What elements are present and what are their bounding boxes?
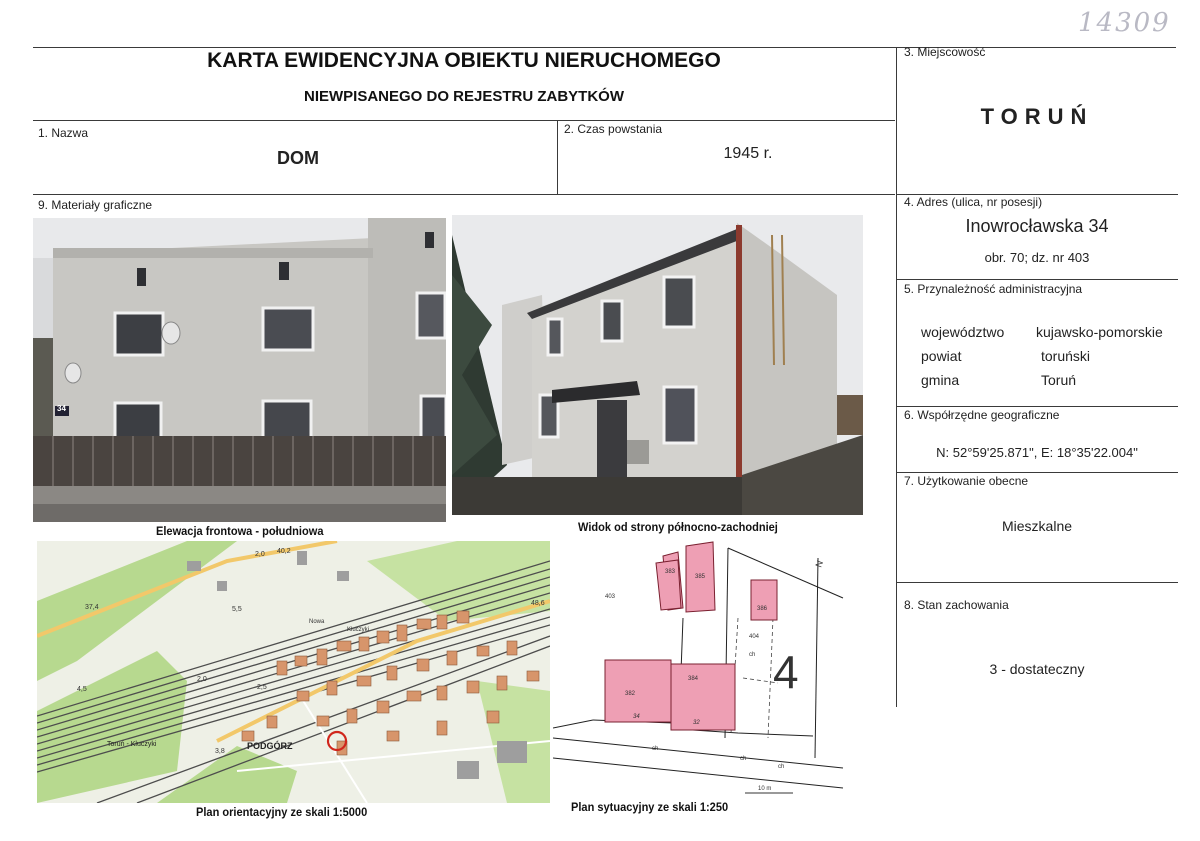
map1-district-label: PODGÓRZ xyxy=(247,741,293,751)
site-parcel-label: 386 xyxy=(757,606,768,612)
coords-label: 6. Współrzędne geograficzne xyxy=(904,408,1060,422)
admin-value-commune: Toruń xyxy=(1041,372,1077,388)
map1-height-label: 2,0 xyxy=(197,676,207,683)
condition-label: 8. Stan zachowania xyxy=(904,598,1009,612)
orientation-map xyxy=(37,541,550,803)
site-mark-label: ch xyxy=(749,652,756,658)
divider-coords-bottom xyxy=(897,472,1178,473)
name-value: DOM xyxy=(277,148,319,168)
site-mark-label: ch xyxy=(652,746,659,752)
divider-usage-bottom xyxy=(897,582,1178,583)
site-north-mark: N xyxy=(813,559,826,569)
site-mark-label: ch xyxy=(778,764,785,770)
site-parcel-label: 383 xyxy=(665,569,676,575)
graphics-label: 9. Materiały graficzne xyxy=(38,198,153,212)
caption-map1: Plan orientacyjny ze skali 1:5000 xyxy=(196,805,368,819)
locality-label: 3. Miejscowość xyxy=(904,45,986,59)
address-street: Inowrocławska 34 xyxy=(965,216,1109,236)
address-label: 4. Adres (ulica, nr posesji) xyxy=(904,195,1043,209)
site-parcel-label: 385 xyxy=(695,574,706,580)
document-subtitle: NIEWPISANEGO DO REJESTRU ZABYTKÓW xyxy=(303,88,625,105)
divider-name-bottom xyxy=(33,194,895,195)
divider-title-bottom xyxy=(33,120,895,121)
admin-key-voivodeship: województwo xyxy=(921,324,1005,340)
divider-address-bottom xyxy=(897,279,1178,280)
site-mark-label: ch xyxy=(740,756,747,762)
map1-height-label: 40,2 xyxy=(277,548,291,555)
locality-value: TORUŃ xyxy=(980,104,1094,129)
document-title: KARTA EWIDENCYJNA OBIEKTU NIERUCHOMEGO xyxy=(207,49,721,72)
map1-street-label: Kluczyki xyxy=(347,627,370,633)
map1-height-label: 3,8 xyxy=(215,748,225,755)
site-building-label: 34 xyxy=(633,714,640,720)
site-parcel-label: 382 xyxy=(625,691,636,697)
map1-height-label: 2,5 xyxy=(257,684,267,691)
coords-value: N: 52°59'25.871", E: 18°35'22.004" xyxy=(936,445,1138,460)
name-label: 1. Nazwa xyxy=(38,126,89,140)
map1-height-label: 37,4 xyxy=(85,604,99,611)
map1-station-label: Toruń - Kluczyki xyxy=(107,741,157,748)
map1-height-label: 48,6 xyxy=(531,600,545,607)
caption-photo1: Elewacja frontowa - południowa xyxy=(156,524,324,538)
site-plan xyxy=(553,538,848,803)
site-scale-label: 10 m xyxy=(758,786,772,792)
site-area-number: 4 xyxy=(773,646,799,698)
address-parcel: obr. 70; dz. nr 403 xyxy=(984,250,1090,265)
admin-key-county: powiat xyxy=(921,348,962,364)
admin-label: 5. Przynależność administracyjna xyxy=(904,282,1083,296)
condition-value: 3 - dostateczny xyxy=(989,661,1085,677)
caption-photo2: Widok od strony północno-zachodniej xyxy=(578,520,778,534)
house-number-plate: 34 xyxy=(57,404,66,413)
admin-key-commune: gmina xyxy=(921,372,960,388)
date-label: 2. Czas powstania xyxy=(564,122,663,136)
site-parcel-label: 384 xyxy=(688,676,699,682)
site-parcel-label: 403 xyxy=(605,594,616,600)
archive-number: 14309 xyxy=(1078,8,1171,38)
site-building-label: 32 xyxy=(693,720,700,726)
usage-label: 7. Użytkowanie obecne xyxy=(904,474,1029,488)
photo-front-elevation xyxy=(33,218,446,522)
map1-height-label: 2,0 xyxy=(255,551,265,558)
divider-top xyxy=(33,47,1176,48)
admin-value-county: toruński xyxy=(1041,348,1091,364)
caption-map2: Plan sytuacyjny ze skali 1:250 xyxy=(571,800,729,814)
divider-admin-bottom xyxy=(897,406,1178,407)
date-value: 1945 r. xyxy=(723,145,773,162)
usage-value: Mieszkalne xyxy=(1001,518,1073,534)
photo-northwest-view xyxy=(452,215,863,515)
site-parcel-label: 404 xyxy=(749,634,760,640)
map1-height-label: 5,5 xyxy=(232,606,242,613)
map1-height-label: 4,5 xyxy=(77,686,87,693)
map1-street-label: Nowa xyxy=(309,619,325,625)
admin-value-voivodeship: kujawsko-pomorskie xyxy=(1036,324,1163,340)
